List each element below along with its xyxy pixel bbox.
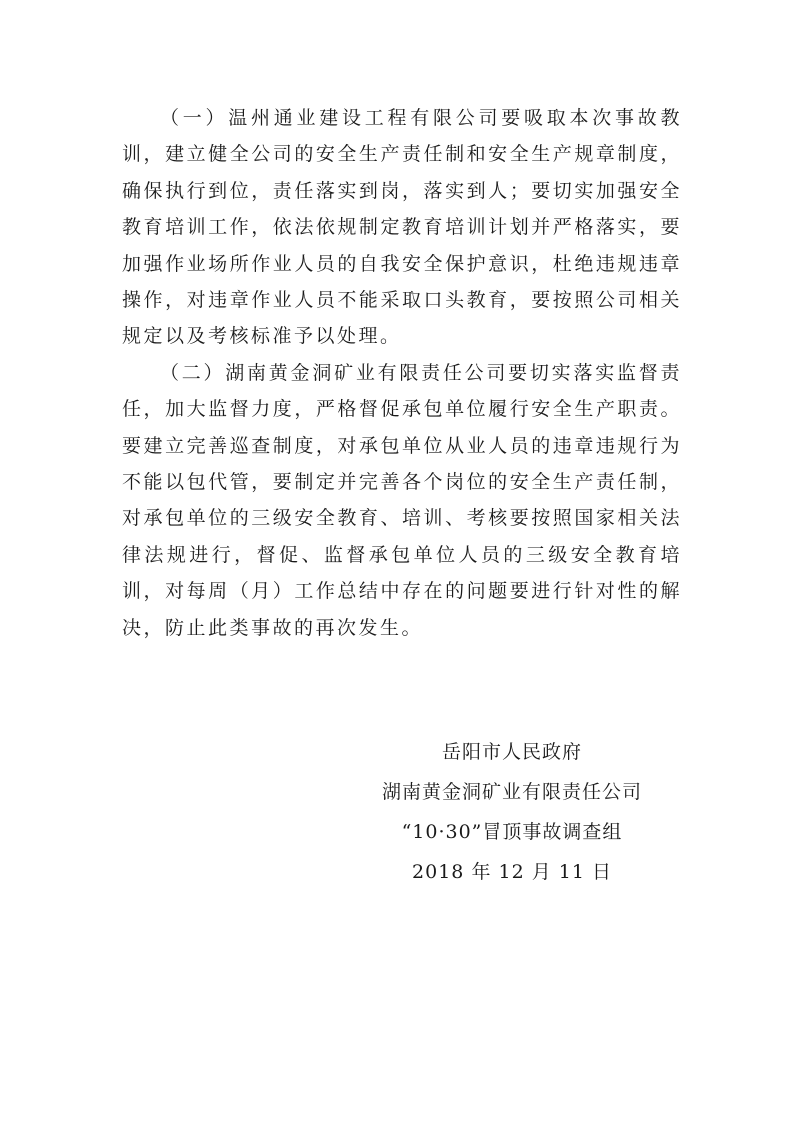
signature-org-huangjindong: 湖南黄金洞矿业有限责任公司 [381,781,642,803]
document-body [122,100,682,646]
paragraph-1: （一）温州通业建设工程有限公司要吸取本次事故教训，建立健全公司的安全生产责任制和安全生产规章制度，确保执行到位，责任落实到岗，落实到人；要切实加强安全教育培训工作，依法依规制定教育培训计划并严格落实，要加强作业场所作业人员的自我安全保护意识，杜绝违规违章操作，对违章作业人员不能采取口头教育，要按照公司相关规定以及考核标准予以处理。 [122,107,682,348]
signature-date: 2018 年 12 月 11 日 [412,861,612,883]
signature-org-yueyang: 岳阳市人民政府 [441,741,582,763]
signature-investigation-group: “10·30”冒顶事故调查组 [401,821,623,843]
paragraph-2: （二）湖南黄金洞矿业有限责任公司要切实落实监督责任，加大监督力度，严格督促承包单位履行安全生产职责。要建立完善巡查制度，对承包单位从业人员的违章违规行为不能以包代管，要制定并完善各个岗位的安全生产责任制，对承包单位的三级安全教育、培训、考核要按照国家相关法律法规进行，督促、监督承包单位人员的三级安全教育培训，对每周（月）工作总结中存在的问题要进行针对性的解决，防止此类事故的再次发生。 [122,361,682,639]
signature-block [352,732,672,892]
